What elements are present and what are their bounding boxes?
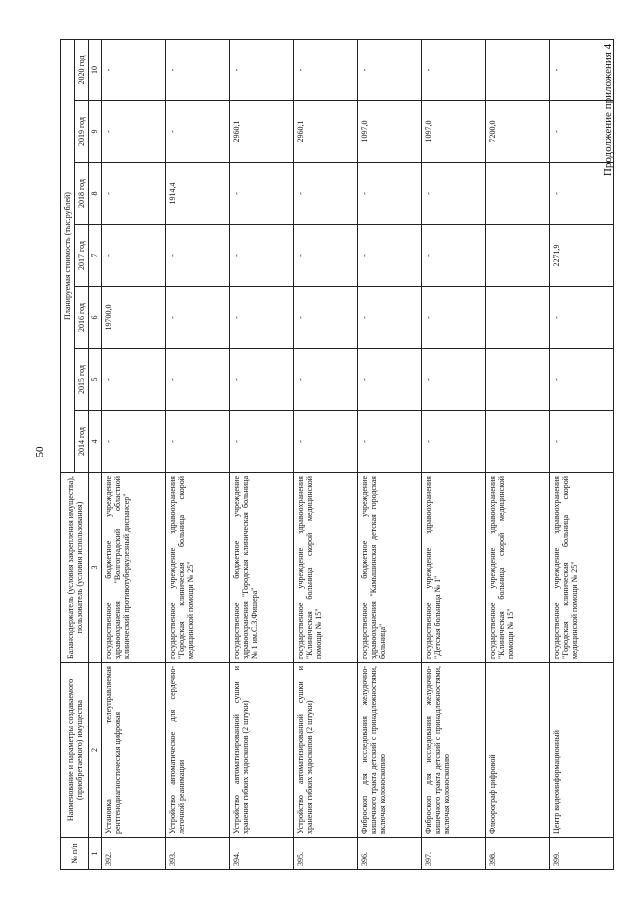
table-row (549, 39, 613, 869)
row-number: 396. (357, 838, 421, 870)
header-num: № п/п (61, 838, 89, 870)
row-number: 394. (229, 838, 293, 870)
cost-value: 2271,9 (549, 225, 613, 287)
balance-holder: государственное учреждение здравоохранения "Детская больница № 1" (421, 473, 485, 663)
column-number: 4 (89, 411, 101, 473)
row-number: 392. (101, 838, 165, 870)
continuation-caption: Продолжение приложения 4 (602, 43, 614, 177)
cost-value: - (229, 39, 293, 100)
cost-value: - (357, 411, 421, 473)
cost-value: - (357, 287, 421, 349)
table-body (101, 39, 613, 869)
cost-value (485, 163, 549, 225)
item-name: Флюорограф цифровой (485, 663, 549, 838)
rotated-table-wrapper (60, 40, 595, 870)
item-name: Центр видеоинформационный (549, 663, 613, 838)
column-number: 6 (89, 287, 101, 349)
column-number: 8 (89, 163, 101, 225)
cost-value: - (165, 349, 229, 411)
cost-value: - (101, 163, 165, 225)
column-number: 9 (89, 101, 101, 163)
item-name: Устройство автоматизированной сушки и хранения гибких эндоскопов (2 штуки) (229, 663, 293, 838)
cost-value: - (229, 411, 293, 473)
cost-value: - (101, 39, 165, 100)
item-name: Установка телеуправляемая рентгенодиагностическая цифровая (101, 663, 165, 838)
cost-value: - (357, 163, 421, 225)
cost-value: - (293, 225, 357, 287)
balance-holder: государственное учреждение здравоохранения "Городская клиническая больница скорой медицинской помощи № 25" (549, 473, 613, 663)
balance-holder: государственное учреждение здравоохранения "Городская клиническая больница скорой медицинской помощи № 25" (165, 473, 229, 663)
cost-table (60, 39, 614, 870)
cost-value: - (293, 349, 357, 411)
cost-value: - (229, 287, 293, 349)
cost-value: 1914,4 (165, 163, 229, 225)
cost-value: - (421, 349, 485, 411)
header-year: 2018 год (75, 163, 89, 225)
item-name: Устройство автоматическое для сердечно-легочной реанимации (165, 663, 229, 838)
cost-value: - (229, 349, 293, 411)
row-number: 398. (485, 838, 549, 870)
column-number: 1 (89, 838, 101, 870)
cost-value: - (421, 39, 485, 100)
header-year: 2019 год (75, 101, 89, 163)
cost-value: - (293, 287, 357, 349)
cost-value (485, 39, 549, 100)
column-number-row (89, 39, 101, 869)
column-number: 7 (89, 225, 101, 287)
table-row (101, 39, 165, 869)
column-number: 2 (89, 663, 101, 838)
cost-value: 1097,0 (357, 101, 421, 163)
column-number: 3 (89, 473, 101, 663)
balance-holder: государственное бюджетное учреждение здравоохранения "Камышинская детская городская больница" (357, 473, 421, 663)
item-name: Фиброскоп для исследования желудочно-кишечного тракта детский с принадлежностями, включая колоноскопию (357, 663, 421, 838)
cost-value: - (421, 411, 485, 473)
column-number: 10 (89, 39, 101, 100)
row-number: 399. (549, 838, 613, 870)
cost-value: - (101, 101, 165, 163)
cost-value: 1097,0 (421, 101, 485, 163)
cost-value: - (357, 39, 421, 100)
table-row (229, 39, 293, 869)
cost-value: - (421, 163, 485, 225)
cost-value: - (549, 101, 613, 163)
table-row (165, 39, 229, 869)
cost-value: - (549, 39, 613, 100)
cost-value: 19700,0 (101, 287, 165, 349)
cost-value: - (293, 411, 357, 473)
header-planned-cost: Планируемая стоимость (тыс.рублей) (61, 39, 75, 472)
cost-value (485, 225, 549, 287)
column-number: 5 (89, 349, 101, 411)
cost-value: - (165, 287, 229, 349)
cost-value: 2960,1 (293, 101, 357, 163)
balance-holder: государственное учреждение здравоохранения "Клиническая больница скорой медицинской помощи № 15" (485, 473, 549, 663)
balance-holder: государственное бюджетное учреждение здравоохранения "Волгоградский областной клинический противотуберкулезный диспансер" (101, 473, 165, 663)
header-year: 2014 год (75, 411, 89, 473)
row-number: 397. (421, 838, 485, 870)
cost-value: - (165, 411, 229, 473)
item-name: Фиброскоп для исследования желудочно-кишечного тракта детский с принадлежностями, включая колоноскопию (421, 663, 485, 838)
cost-value: 7200,0 (485, 101, 549, 163)
cost-value: - (421, 225, 485, 287)
cost-value: - (101, 411, 165, 473)
item-name: Устройство автоматизированной сушки и хранения гибких эндоскопов (2 штуки) (293, 663, 357, 838)
cost-value: - (357, 349, 421, 411)
header-year: 2015 год (75, 349, 89, 411)
table-row (293, 39, 357, 869)
row-number: 395. (293, 838, 357, 870)
row-number: 393. (165, 838, 229, 870)
header-holder: Балансодержатель (условия закрепления имущества), пользователь (условия использования) (61, 473, 89, 663)
cost-value: - (229, 163, 293, 225)
page-number: 50 (34, 446, 46, 458)
cost-value: - (229, 225, 293, 287)
cost-value: - (101, 349, 165, 411)
cost-value: - (549, 287, 613, 349)
header-name: Наименование и параметры создаваемого (приобретаемого) имущества (61, 663, 89, 838)
table-row (485, 39, 549, 869)
balance-holder: государственное учреждение здравоохранения "Клиническая больница скорой медицинской помощи № 15" (293, 473, 357, 663)
header-year: 2020 год (75, 39, 89, 100)
cost-value: - (549, 411, 613, 473)
balance-holder: государственное бюджетное учреждение здравоохранения "Городская клиническая больница № 1 им.С.З.Фишера" (229, 473, 293, 663)
cost-value: - (421, 287, 485, 349)
table-row (421, 39, 485, 869)
cost-value: - (549, 163, 613, 225)
cost-value: - (293, 39, 357, 100)
cost-value: - (165, 225, 229, 287)
table-row (357, 39, 421, 869)
cost-value: 2960,1 (229, 101, 293, 163)
header-year: 2016 год (75, 287, 89, 349)
header-year: 2017 год (75, 225, 89, 287)
cost-value: - (101, 225, 165, 287)
cost-value: - (293, 163, 357, 225)
cost-value (485, 411, 549, 473)
cost-value: - (357, 225, 421, 287)
cost-value: - (165, 39, 229, 100)
cost-value (485, 287, 549, 349)
cost-value: - (549, 349, 613, 411)
cost-value: - (165, 101, 229, 163)
cost-value (485, 349, 549, 411)
